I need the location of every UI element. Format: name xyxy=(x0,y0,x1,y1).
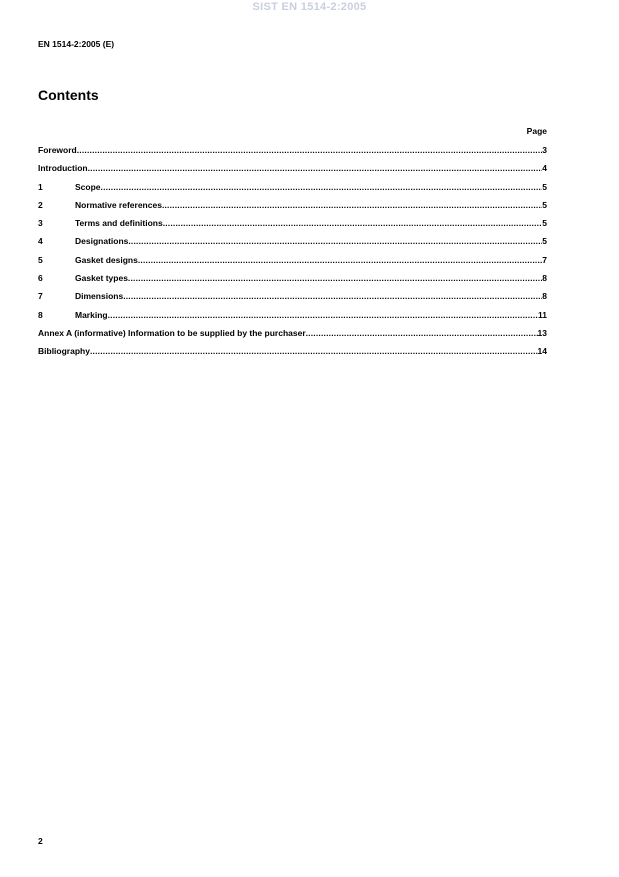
toc-entry-label: Introduction xyxy=(38,163,88,174)
toc-entry-label: Annex A (informative) Information to be supplied by the purchaser xyxy=(38,327,306,338)
toc-entry-label: Terms and definitions xyxy=(75,218,163,229)
dot-leader xyxy=(163,218,543,228)
toc-entry-page: 11 xyxy=(538,309,547,320)
toc-entry-label: Gasket types xyxy=(75,273,128,284)
toc-entry-label: Normative references xyxy=(75,199,162,210)
toc-entry[interactable] xyxy=(38,236,547,254)
toc-entry-label: Marking xyxy=(75,309,108,320)
toc-entry-number: 6 xyxy=(38,273,43,284)
toc-entry-label: Foreword xyxy=(38,145,77,155)
watermark: SIST EN 1514-2:2005 xyxy=(252,1,367,13)
toc-entry-label: Gasket designs xyxy=(75,254,138,265)
page-number: 2 xyxy=(38,836,43,846)
page-title: Contents xyxy=(38,87,99,103)
toc-entry-page: 3 xyxy=(542,145,547,155)
toc-entry[interactable] xyxy=(38,346,547,364)
toc-entry[interactable] xyxy=(38,200,547,218)
toc-entry-page: 5 xyxy=(542,199,547,210)
dot-leader xyxy=(162,200,542,210)
toc-entry-number: 8 xyxy=(38,309,43,320)
toc-entry[interactable] xyxy=(38,218,547,236)
toc-entry-number: 1 xyxy=(38,181,43,192)
dot-leader xyxy=(138,255,542,265)
toc-entry-number: 7 xyxy=(38,291,43,302)
dot-leader xyxy=(128,236,542,246)
toc-entry-number: 4 xyxy=(38,236,43,247)
toc-entry[interactable] xyxy=(38,163,547,181)
page-column-label: Page xyxy=(526,126,547,136)
toc-entry-number: 3 xyxy=(38,218,43,229)
document-id: EN 1514-2:2005 (E) xyxy=(38,39,115,49)
toc-entry-label: Dimensions xyxy=(75,291,124,302)
toc-entry-page: 5 xyxy=(542,218,547,229)
toc-entry-page: 8 xyxy=(542,291,547,302)
dot-leader xyxy=(88,163,543,173)
toc-entry[interactable] xyxy=(38,145,547,163)
dot-leader xyxy=(108,310,538,320)
dot-leader xyxy=(90,346,538,356)
toc-entry-label: Designations xyxy=(75,236,129,247)
dot-leader xyxy=(123,291,542,301)
dot-leader xyxy=(128,273,542,283)
dot-leader xyxy=(306,328,538,338)
toc-entry[interactable] xyxy=(38,328,547,346)
toc-entry-page: 7 xyxy=(542,254,547,265)
toc-entry[interactable] xyxy=(38,182,547,200)
toc-entry-page: 5 xyxy=(542,181,547,192)
toc-entry-page: 14 xyxy=(537,346,547,357)
toc-entry[interactable] xyxy=(38,291,547,309)
toc-entry[interactable] xyxy=(38,255,547,273)
toc-entry-page: 13 xyxy=(537,327,547,338)
table-of-contents xyxy=(38,145,547,365)
toc-entry[interactable] xyxy=(38,273,547,291)
dot-leader xyxy=(77,145,543,155)
toc-entry-page: 4 xyxy=(542,163,547,174)
toc-entry-number: 2 xyxy=(38,199,43,210)
toc-entry-label: Scope xyxy=(75,181,101,192)
toc-entry-page: 5 xyxy=(542,236,547,247)
toc-entry-page: 8 xyxy=(542,273,547,284)
toc-entry-label: Bibliography xyxy=(38,346,90,357)
toc-entry-number: 5 xyxy=(38,254,43,265)
dot-leader xyxy=(101,182,543,192)
toc-entry[interactable] xyxy=(38,310,547,328)
